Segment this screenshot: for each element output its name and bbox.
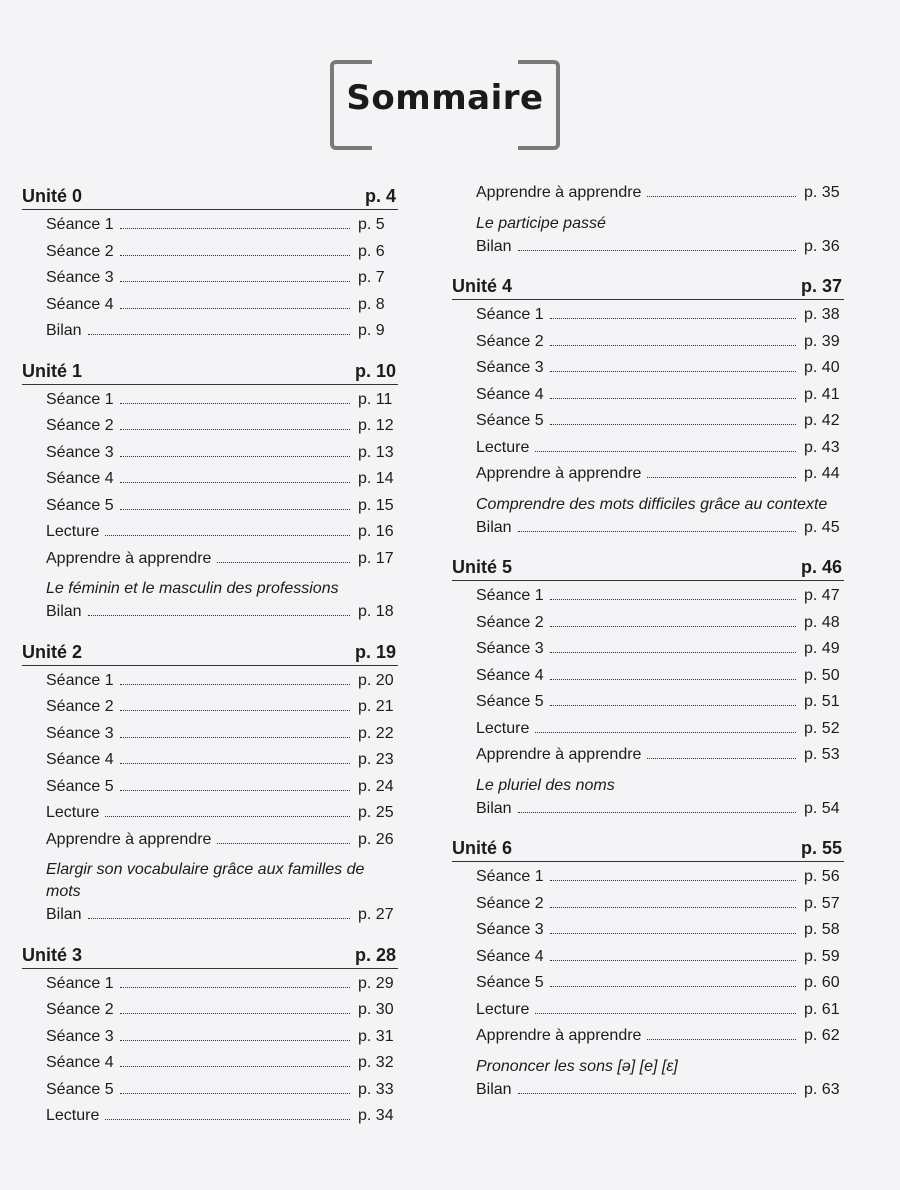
unit-name: Unité 1: [22, 360, 83, 381]
toc-entry-label: Apprendre à apprendre: [46, 549, 212, 567]
dot-leader: [120, 281, 350, 282]
toc-entry: [22, 497, 398, 524]
toc-entry-page: p. 61: [804, 1000, 840, 1018]
toc-entry-page: p. 58: [804, 921, 840, 938]
toc-entry: [22, 725, 398, 752]
dot-leader: [88, 918, 350, 919]
toc-note: Le pluriel des noms: [476, 776, 615, 794]
toc-entry-label: Bilan: [476, 1080, 512, 1098]
toc-entry-label: Bilan: [46, 322, 82, 339]
toc-entry: [22, 550, 398, 577]
toc-entry-page: p. 56: [804, 868, 840, 885]
toc-entry-label: Séance 3: [476, 359, 544, 376]
dot-leader: [120, 1013, 350, 1014]
toc-entry-page: p. 18: [358, 603, 394, 620]
toc-note: Prononcer les sons [ə] [e] [ɛ]: [476, 1057, 678, 1075]
toc-entry-label: Lecture: [46, 523, 100, 540]
toc-entry-page: p. 25: [358, 804, 394, 821]
toc-entry-page: p. 39: [804, 332, 840, 350]
dot-leader: [647, 1039, 796, 1040]
toc-entry-page: p. 57: [804, 894, 840, 912]
toc-entry-label: Lecture: [476, 1000, 530, 1018]
unit-page: p. 10: [354, 360, 396, 381]
toc-entry-label: Séance 3: [476, 921, 544, 938]
dot-leader: [105, 816, 350, 817]
toc-entry-page: p. 60: [804, 974, 840, 991]
dot-leader: [120, 403, 350, 404]
toc-entry-label: Lecture: [46, 1107, 100, 1124]
toc-entry: [22, 698, 398, 725]
toc-entry: [452, 587, 844, 614]
toc-entry-page: p. 15: [358, 496, 394, 514]
toc-entry-label: Séance 4: [476, 947, 544, 965]
dot-leader: [518, 812, 796, 813]
dot-leader: [88, 334, 350, 335]
toc-entry-label: Séance 2: [46, 1001, 114, 1018]
dot-leader: [105, 1119, 350, 1120]
toc-entry-label: Séance 1: [46, 671, 114, 689]
toc-entry: [22, 804, 398, 831]
toc-note: Le féminin et le masculin des professions: [46, 580, 339, 597]
dot-leader: [217, 843, 350, 844]
dot-leader: [550, 318, 796, 319]
dot-leader: [120, 790, 350, 791]
toc-entry: [22, 751, 398, 778]
unit-page: p. 55: [800, 838, 842, 858]
toc-entry-page: p. 30: [358, 1001, 394, 1018]
toc-entry-label: Séance 3: [476, 640, 544, 657]
toc-entry-label: Séance 1: [476, 868, 544, 885]
toc-entry-label: Apprendre à apprendre: [476, 465, 642, 482]
toc-entry-page: p. 13: [358, 443, 394, 461]
toc-entry-label: Séance 1: [46, 974, 114, 992]
toc-entry-label: Séance 1: [46, 216, 114, 233]
toc-entry: [22, 906, 398, 933]
toc-entry-page: p. 21: [358, 698, 394, 715]
toc-entry-page: p. 32: [358, 1054, 394, 1071]
dot-leader: [550, 986, 796, 987]
unit-heading: [22, 945, 398, 969]
dot-leader: [550, 705, 796, 706]
toc-entry-label: Séance 1: [476, 306, 544, 323]
unit-heading: [22, 642, 398, 666]
toc-entry: [22, 391, 398, 418]
dot-leader: [550, 652, 796, 653]
toc-entry: [22, 296, 398, 323]
toc-entry: [22, 322, 398, 349]
toc-note: Elargir son vocabulaire grâce aux familles de mots: [46, 861, 365, 900]
toc-entry-label: Séance 3: [46, 269, 114, 286]
toc-entry-page: p. 54: [804, 799, 840, 817]
toc-entry: [452, 921, 844, 948]
toc-entry: [22, 470, 398, 497]
toc-entry: [22, 1081, 398, 1108]
toc-note: Le participe passé: [476, 214, 606, 232]
toc-entry-label: Séance 2: [46, 698, 114, 715]
toc-entry-page: p. 48: [804, 613, 840, 631]
toc-entry-label: Apprendre à apprendre: [476, 1027, 642, 1044]
toc-entry: [452, 868, 844, 895]
unit-page: p. 4: [364, 186, 396, 206]
toc-entry: [452, 640, 844, 667]
toc-entry: [22, 1054, 398, 1081]
unit-spacer: [452, 545, 844, 557]
dot-leader: [120, 1066, 350, 1067]
toc-entry: [22, 1107, 398, 1134]
toc-entry-page: p. 53: [804, 746, 840, 763]
toc-entry-page: p. 45: [804, 518, 840, 536]
dot-leader: [535, 732, 796, 733]
toc-entry: [452, 519, 844, 546]
page-title: Sommaire: [346, 78, 544, 118]
toc-entry-page: p. 27: [358, 906, 394, 923]
toc-entry: [452, 746, 844, 773]
toc-entry-label: Séance 1: [476, 587, 544, 604]
toc-entry: [452, 720, 844, 747]
toc-entry: [452, 333, 844, 360]
toc-entry-label: Séance 5: [476, 693, 544, 710]
unit-heading: [22, 361, 398, 385]
toc-entry: [22, 216, 398, 243]
unit-heading: [452, 276, 844, 300]
toc-entry: [452, 184, 844, 211]
toc-entry-label: Séance 5: [46, 777, 114, 795]
toc-entry-page: p. 42: [804, 412, 840, 429]
dot-leader: [647, 196, 796, 197]
unit-name: Unité 6: [452, 838, 513, 858]
unit-heading: [22, 186, 398, 210]
toc-entry-label: Lecture: [476, 438, 530, 456]
toc-entry: [452, 306, 844, 333]
toc-entry-page: p. 40: [804, 359, 840, 376]
toc-entry-label: Bilan: [476, 518, 512, 536]
toc-entry-label: Séance 5: [46, 1080, 114, 1098]
toc-entry-page: p. 26: [358, 830, 394, 848]
toc-entry-page: p. 43: [804, 438, 840, 456]
toc-entry-label: Séance 2: [46, 242, 114, 260]
toc-entry-label: Bilan: [46, 906, 82, 923]
title-box: [330, 60, 556, 146]
toc-entry-page: p. 24: [358, 777, 394, 795]
toc-entry-page: p. 63: [804, 1080, 840, 1098]
toc-entry-label: Séance 3: [46, 443, 114, 461]
toc-entry-page: p. 9: [358, 322, 385, 339]
dot-leader: [120, 987, 350, 988]
toc-entry-page: p. 11: [358, 390, 393, 408]
dot-leader: [550, 679, 796, 680]
toc-entry-page: p. 44: [804, 465, 840, 482]
toc-entry: [452, 800, 844, 827]
toc-entry-label: Séance 2: [476, 894, 544, 912]
toc-entry-label: Séance 5: [476, 974, 544, 991]
toc-entry-page: p. 62: [804, 1027, 840, 1044]
toc-entry-page: p. 47: [804, 587, 840, 604]
toc-entry: [22, 243, 398, 270]
dot-leader: [550, 933, 796, 934]
toc-entry-label: Bilan: [476, 799, 512, 817]
dot-leader: [120, 429, 350, 430]
toc-entry-label: Séance 1: [46, 390, 114, 408]
unit-name: Unité 2: [22, 641, 83, 662]
toc-entry: [452, 439, 844, 466]
unit-page: p. 46: [800, 557, 842, 577]
dot-leader: [120, 710, 350, 711]
toc-entry: [452, 465, 844, 492]
toc-entry-page: p. 8: [358, 295, 385, 313]
toc-entry-label: Apprendre à apprendre: [476, 184, 642, 201]
toc-note: Comprendre des mots difficiles grâce au contexte: [476, 495, 828, 513]
toc-entry: [452, 1027, 844, 1054]
toc-left-column: [22, 186, 398, 1134]
dot-leader: [120, 1040, 350, 1041]
unit-name: Unité 0: [22, 186, 83, 206]
toc-entry-page: p. 12: [358, 417, 394, 434]
toc-entry-label: Séance 2: [46, 417, 114, 434]
toc-entry-page: p. 33: [358, 1080, 394, 1098]
unit-name: Unité 5: [452, 557, 513, 577]
toc-entry-page: p. 59: [804, 947, 840, 965]
toc-entry-page: p. 52: [804, 719, 840, 737]
toc-entry-page: p. 51: [804, 693, 840, 710]
toc-entry-page: p. 16: [358, 523, 394, 540]
toc-entry: [22, 1028, 398, 1055]
toc-entry-label: Séance 4: [476, 385, 544, 403]
toc-entry: [22, 1001, 398, 1028]
toc-entry: [22, 444, 398, 471]
dot-leader: [518, 250, 796, 251]
dot-leader: [120, 509, 350, 510]
toc-entry-label: Séance 4: [476, 666, 544, 684]
toc-entry: [452, 238, 844, 265]
unit-spacer: [452, 264, 844, 276]
toc-right-column: [452, 184, 844, 1107]
dot-leader: [647, 758, 796, 759]
dot-leader: [550, 599, 796, 600]
toc-entry: [452, 895, 844, 922]
toc-entry: [22, 975, 398, 1002]
unit-spacer: [452, 826, 844, 838]
toc-entry: [22, 672, 398, 699]
toc-entry-label: Séance 5: [476, 412, 544, 429]
unit-spacer: [22, 933, 398, 945]
unit-page: p. 37: [800, 276, 842, 296]
dot-leader: [550, 371, 796, 372]
toc-entry-label: Bilan: [476, 237, 512, 255]
toc-entry-label: Séance 4: [46, 1054, 114, 1071]
dot-leader: [647, 477, 796, 478]
toc-entry-label: Lecture: [46, 804, 100, 821]
dot-leader: [550, 345, 796, 346]
toc-entry: [452, 1001, 844, 1028]
toc-entry: [452, 667, 844, 694]
dot-leader: [550, 626, 796, 627]
toc-entry-page: p. 35: [804, 184, 840, 201]
toc-entry: [452, 1081, 844, 1108]
dot-leader: [550, 424, 796, 425]
toc-entry-label: Séance 2: [476, 613, 544, 631]
toc-entry-page: p. 6: [358, 242, 385, 260]
toc-entry: [452, 974, 844, 1001]
dot-leader: [120, 737, 350, 738]
unit-heading: [452, 557, 844, 581]
dot-leader: [120, 255, 350, 256]
dot-leader: [120, 228, 350, 229]
dot-leader: [550, 880, 796, 881]
toc-entry-label: Lecture: [476, 719, 530, 737]
toc-entry: [452, 948, 844, 975]
toc-entry-page: p. 20: [358, 671, 394, 689]
toc-entry: [22, 603, 398, 630]
unit-spacer: [22, 349, 398, 361]
dot-leader: [88, 615, 350, 616]
toc-entry-page: p. 38: [804, 306, 840, 323]
toc-entry: [22, 417, 398, 444]
toc-entry-page: p. 29: [358, 974, 394, 992]
toc-entry-label: Apprendre à apprendre: [46, 830, 212, 848]
toc-entry-page: p. 7: [358, 269, 385, 286]
dot-leader: [120, 308, 350, 309]
toc-entry-label: Séance 4: [46, 470, 114, 487]
toc-entry-label: Bilan: [46, 603, 82, 620]
toc-entry-page: p. 41: [804, 385, 840, 403]
toc-entry-label: Séance 4: [46, 295, 114, 313]
toc-entry: [452, 693, 844, 720]
unit-name: Unité 4: [452, 276, 513, 296]
dot-leader: [518, 531, 796, 532]
toc-entry-page: p. 34: [358, 1107, 394, 1124]
dot-leader: [217, 562, 350, 563]
toc-entry-page: p. 49: [804, 640, 840, 657]
toc-entry-label: Séance 3: [46, 724, 114, 742]
toc-entry-page: p. 14: [358, 470, 394, 487]
dot-leader: [535, 1013, 796, 1014]
toc-entry-page: p. 31: [358, 1027, 394, 1045]
dot-leader: [120, 763, 350, 764]
toc-entry: [452, 614, 844, 641]
unit-name: Unité 3: [22, 944, 83, 965]
dot-leader: [120, 456, 350, 457]
toc-entry-label: Séance 2: [476, 332, 544, 350]
toc-entry: [22, 269, 398, 296]
dot-leader: [120, 1093, 350, 1094]
unit-page: p. 28: [354, 944, 396, 965]
toc-entry: [452, 386, 844, 413]
unit-spacer: [22, 630, 398, 642]
dot-leader: [120, 684, 350, 685]
dot-leader: [550, 960, 796, 961]
toc-entry-label: Séance 5: [46, 496, 114, 514]
toc-entry: [452, 359, 844, 386]
dot-leader: [550, 398, 796, 399]
dot-leader: [105, 535, 350, 536]
toc-entry-label: Apprendre à apprendre: [476, 746, 642, 763]
toc-entry-page: p. 5: [358, 216, 385, 233]
unit-heading: [452, 838, 844, 862]
dot-leader: [550, 907, 796, 908]
toc-entry-page: p. 22: [358, 724, 394, 742]
unit-page: p. 19: [354, 641, 396, 662]
toc-entry-label: Séance 4: [46, 751, 114, 768]
toc-entry: [22, 523, 398, 550]
toc-entry-label: Séance 3: [46, 1027, 114, 1045]
toc-entry-page: p. 23: [358, 751, 394, 768]
toc-entry-page: p. 36: [804, 237, 840, 255]
toc-entry-page: p. 50: [804, 666, 840, 684]
toc-entry-page: p. 17: [358, 549, 394, 567]
toc-entry: [452, 412, 844, 439]
toc-entry: [22, 831, 398, 858]
toc-entry: [22, 778, 398, 805]
dot-leader: [518, 1093, 796, 1094]
dot-leader: [535, 451, 796, 452]
dot-leader: [120, 482, 350, 483]
